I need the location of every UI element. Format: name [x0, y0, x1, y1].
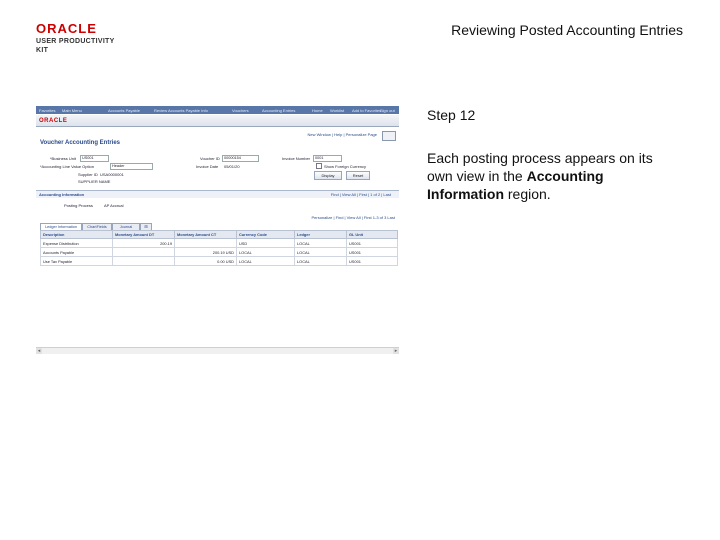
top-navigation-bar: [36, 106, 399, 114]
column-header[interactable]: Monetary Amount CT: [175, 231, 237, 239]
tab-show-all-icon[interactable]: ⊞: [140, 223, 152, 230]
table-cell: LOCAL: [237, 248, 295, 257]
voucher-id-label: Voucher ID: [200, 156, 220, 161]
voucher-id-field[interactable]: 00000154: [222, 155, 259, 162]
scroll-left-icon[interactable]: ◂: [37, 348, 41, 354]
brand-bar: [36, 115, 399, 127]
table-cell: US001: [347, 239, 398, 248]
util-item-signout[interactable]: Sign out: [380, 108, 395, 113]
step-bold-term: Accounting Information: [427, 168, 604, 202]
table-cell: 0.00 USD: [175, 257, 237, 266]
grid-pager[interactable]: Personalize | Find | View All | First 1-3 of 3 Last: [311, 215, 395, 220]
table-cell: 200.19 USD: [175, 248, 237, 257]
region-pager[interactable]: Find | View All | First | 1 of 2 | Last: [330, 192, 391, 197]
page-title: Reviewing Posted Accounting Entries: [451, 22, 683, 38]
application-screenshot: [36, 106, 399, 354]
scroll-right-icon[interactable]: ▸: [394, 348, 398, 354]
posting-process-label: Posting Process: [64, 203, 93, 208]
supplier-id-value: USA0000001: [100, 172, 124, 177]
help-icon[interactable]: [382, 131, 396, 141]
table-cell: [113, 248, 175, 257]
util-item-favorites[interactable]: Add to Favorites: [352, 108, 382, 113]
table-cell: Accounts Payable: [41, 248, 113, 257]
posting-process-value: AP Accrual: [104, 203, 124, 208]
invoice-number-label: Invoice Number: [282, 156, 311, 161]
util-item-worklist[interactable]: Worklist: [330, 108, 345, 113]
table-cell: Expense Distribution: [41, 239, 113, 248]
business-unit-field[interactable]: US001: [80, 155, 109, 162]
accounting-entries-grid: [40, 230, 398, 266]
new-window-links[interactable]: New Window | Help | Personalize Page: [307, 132, 377, 137]
oracle-mini-logo: ORACLE: [39, 118, 68, 124]
upk-subtitle: USER PRODUCTIVITY KIT: [36, 38, 115, 54]
step-text-before: Each posting process appears on its own view in the: [427, 150, 653, 184]
table-cell: US001: [347, 248, 398, 257]
column-header[interactable]: GL Unit: [347, 231, 398, 239]
table-cell: Use Tax Payable: [41, 257, 113, 266]
step-description: [427, 149, 677, 203]
column-header[interactable]: Description: [41, 231, 113, 239]
table-row: [41, 248, 398, 257]
tab-ledger-information[interactable]: Ledger Information: [40, 223, 82, 230]
horizontal-scrollbar[interactable]: [36, 347, 399, 354]
table-cell: US001: [347, 257, 398, 266]
nav-item[interactable]: Vouchers: [232, 108, 249, 113]
table-row: [41, 239, 398, 248]
column-header[interactable]: Ledger: [295, 231, 347, 239]
nav-item[interactable]: Main Menu: [62, 108, 82, 113]
show-foreign-currency-checkbox[interactable]: [316, 163, 322, 169]
column-header[interactable]: Currency Code: [237, 231, 295, 239]
invoice-number-field[interactable]: 0001: [313, 155, 342, 162]
supplier-id-label: Supplier ID: [78, 172, 98, 177]
supplier-name-value: SUPPLIER NAME: [78, 179, 111, 184]
oracle-upk-logo: [36, 21, 126, 54]
tab-journal[interactable]: Journal: [112, 223, 140, 230]
show-foreign-currency-label: Show Foreign Currency: [324, 164, 367, 169]
oracle-wordmark: ORACLE: [36, 21, 97, 36]
accounting-line-label: *Accounting Line Value Option: [40, 164, 94, 169]
tab-chartfields[interactable]: ChartFields: [82, 223, 112, 230]
invoice-date-label: Invoice Date: [196, 164, 219, 169]
table-cell: LOCAL: [295, 257, 347, 266]
reset-button[interactable]: Reset: [346, 171, 370, 180]
table-cell: LOCAL: [295, 248, 347, 257]
nav-item[interactable]: Review Accounts Payable Info: [154, 108, 208, 113]
nav-item[interactable]: Accounts Payable: [108, 108, 141, 113]
invoice-date-value: 05/01/20: [224, 164, 240, 169]
table-cell: USD: [237, 239, 295, 248]
step-text-after: region.: [504, 186, 551, 202]
business-unit-label: *Business Unit: [50, 156, 77, 161]
util-item-home[interactable]: Home: [312, 108, 323, 113]
nav-item[interactable]: Favorites: [39, 108, 56, 113]
page-heading: Voucher Accounting Entries: [40, 140, 121, 146]
table-cell: LOCAL: [237, 257, 295, 266]
accounting-information-region: [36, 190, 399, 198]
nav-item[interactable]: Accounting Entries: [262, 108, 296, 113]
display-button[interactable]: Display: [314, 171, 342, 180]
accounting-line-select[interactable]: Header: [110, 163, 153, 170]
table-row: [41, 257, 398, 266]
column-header[interactable]: Monetary Amount DT: [113, 231, 175, 239]
grid-header-row: [41, 231, 398, 239]
table-cell: LOCAL: [295, 239, 347, 248]
table-cell: [175, 239, 237, 248]
table-cell: [113, 257, 175, 266]
table-cell: 200.19: [113, 239, 175, 248]
step-title: Step 12: [427, 107, 476, 123]
region-title: Accounting Information: [39, 192, 85, 197]
